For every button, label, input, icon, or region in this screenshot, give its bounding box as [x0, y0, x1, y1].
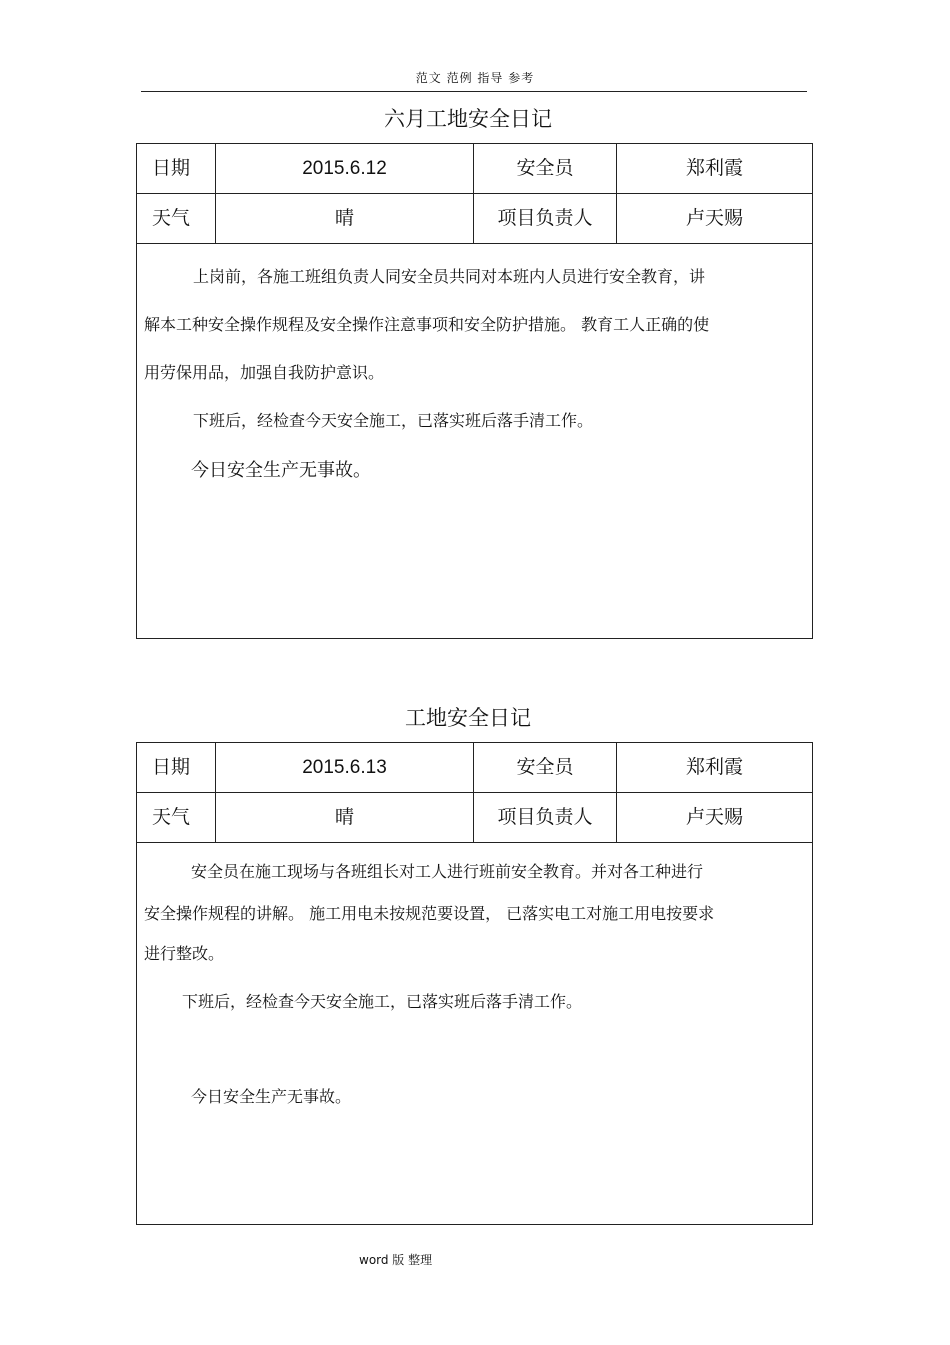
manager-label: 项目负责人	[474, 793, 617, 842]
content-line: 今日安全生产无事故。	[191, 1087, 352, 1106]
officer-value: 郑利霞	[685, 157, 743, 179]
manager-value: 卢天赐	[685, 806, 743, 828]
content-line: 安全操作规程的讲解。 施工用电未按规范要设置， 已落实电工对施工用电按要求	[144, 904, 715, 923]
content-line: 解本工种安全操作规程及安全操作注意事项和安全防护措施。 教育工人正确的使	[144, 315, 710, 334]
officer-value: 郑利霞	[685, 756, 743, 778]
officer-label: 安全员	[474, 144, 617, 193]
content-line: 上岗前，各施工班组负责人同安全员共同对本班内人员进行安全教育，讲	[193, 267, 706, 286]
weather-label: 天气	[137, 194, 216, 243]
page-footer: word 版 整理	[359, 1253, 433, 1267]
date-value: 2015.6.13	[216, 743, 474, 792]
table-row	[137, 793, 812, 843]
table-row	[137, 144, 812, 194]
header-rule	[141, 91, 807, 92]
manager-label: 项目负责人	[474, 194, 617, 243]
page-header: 范文 范例 指导 参考	[415, 71, 535, 85]
diary-table	[136, 143, 813, 639]
diary-title: 六月工地安全日记	[384, 107, 552, 131]
weather-label: 天气	[137, 793, 216, 842]
table-row	[137, 194, 812, 244]
date-label: 日期	[137, 144, 216, 193]
table-row	[137, 743, 812, 793]
content-line: 下班后，经检查今天安全施工，已落实班后落手清工作。	[193, 411, 594, 430]
content-line: 进行整改。	[144, 944, 225, 963]
content-line: 下班后，经检查今天安全施工，已落实班后落手清工作。	[182, 992, 583, 1011]
officer-label: 安全员	[474, 743, 617, 792]
manager-value: 卢天赐	[685, 207, 743, 229]
content-line: 安全员在施工现场与各班组长对工人进行班前安全教育。并对各工种进行	[191, 862, 704, 881]
date-value: 2015.6.12	[216, 144, 474, 193]
weather-value: 晴	[216, 194, 474, 243]
date-label: 日期	[137, 743, 216, 792]
weather-value: 晴	[216, 793, 474, 842]
diary-table	[136, 742, 813, 1225]
diary-title: 工地安全日记	[405, 706, 531, 730]
content-line: 用劳保用品，加强自我防护意识。	[144, 363, 385, 382]
content-line: 今日安全生产无事故。	[191, 460, 371, 481]
